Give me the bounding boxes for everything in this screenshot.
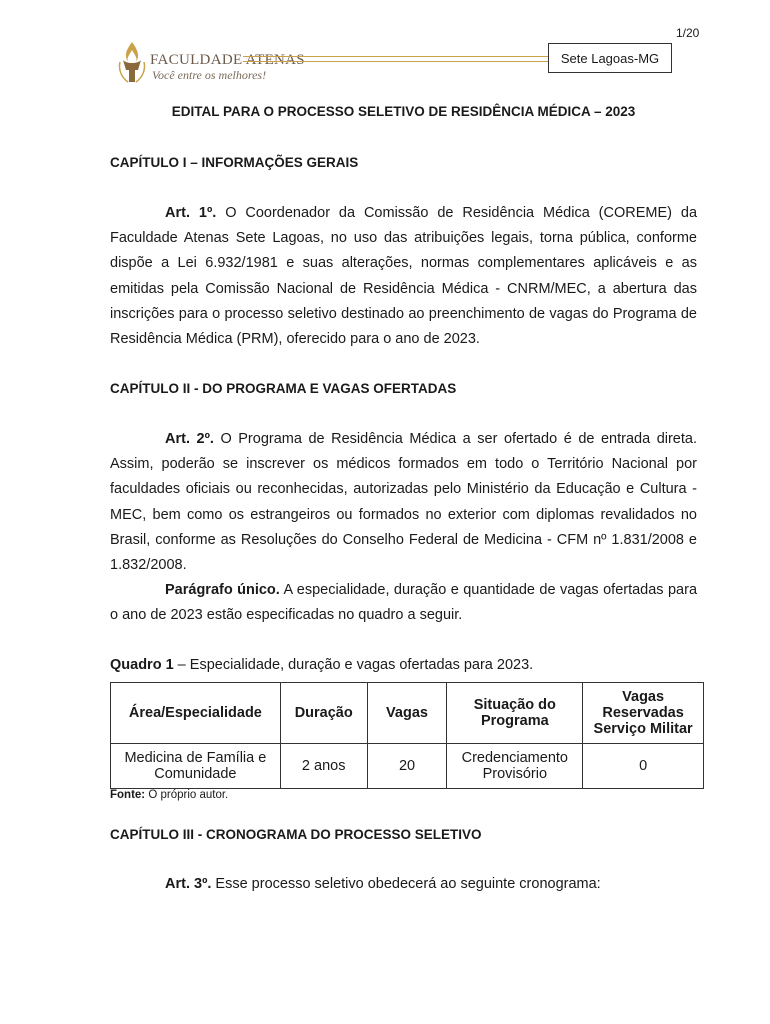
institution-logo	[114, 40, 305, 86]
table-cell-area: Medicina de Família e Comunidade	[111, 744, 281, 789]
header-divider	[243, 56, 548, 62]
table-caption-label: Quadro 1	[110, 657, 174, 673]
chapter-2-heading: CAPÍTULO II - DO PROGRAMA E VAGAS OFERTADAS	[110, 381, 457, 396]
page-number: 1/20	[676, 26, 700, 40]
table-source-text: O próprio autor.	[145, 789, 229, 801]
torch-icon	[114, 40, 150, 86]
table-source-label: Fonte:	[110, 789, 146, 801]
article-2-label: Art. 2º.	[165, 431, 214, 447]
chapter-1-heading: CAPÍTULO I – INFORMAÇÕES GERAIS	[110, 155, 359, 170]
logo-tagline: Você entre os melhores!	[152, 68, 267, 82]
chapter-3-heading: CAPÍTULO III - CRONOGRAMA DO PROCESSO SELETIVO	[110, 827, 482, 842]
table-header-vagas: Vagas	[367, 683, 447, 744]
table-header-area: Área/Especialidade	[111, 683, 281, 744]
location-box: Sete Lagoas-MG	[548, 43, 672, 73]
article-3-text: Esse processo seletivo obedecerá ao seguinte cronograma:	[211, 876, 601, 892]
article-1	[110, 201, 697, 352]
logo-name: FACULDADE ATENAS	[150, 52, 305, 68]
article-1-label: Art. 1º.	[165, 205, 217, 221]
table-header-vagas-militar: Vagas Reservadas Serviço Militar	[583, 683, 704, 744]
table-cell-situacao: Credenciamento Provisório	[447, 744, 583, 789]
table-source	[110, 789, 228, 801]
article-3-label: Art. 3º.	[165, 876, 212, 892]
table-cell-vagas-militar: 0	[583, 744, 704, 789]
table-header-row	[111, 683, 704, 744]
paragrafo-unico	[110, 578, 697, 628]
table-cell-vagas: 20	[367, 744, 447, 789]
table-row	[111, 744, 704, 789]
table-header-duracao: Duração	[280, 683, 367, 744]
paragrafo-unico-text: A especialidade, duração e quantidade de vagas ofertadas para o ano de 2023 estão especificadas no quadro a seguir.	[110, 582, 698, 624]
document-title: EDITAL PARA O PROCESSO SELETIVO DE RESIDÊNCIA MÉDICA – 2023	[171, 104, 636, 119]
vacancies-table	[110, 682, 704, 789]
table-cell-duracao: 2 anos	[280, 744, 367, 789]
paragrafo-unico-label: Parágrafo único.	[165, 582, 280, 598]
article-3	[110, 872, 697, 897]
table-caption	[110, 657, 533, 673]
article-2-text: O Programa de Residência Médica a ser ofertado é de entrada direta. Assim, poderão se inscrever os médicos formados em todo o Território Nacional por faculdades oficiais ou reconhecidas, autorizadas pelo Ministério da Educação e Cultura - MEC, bem como os estrangeiros ou formados no exterior com diplomas revalidados no Brasil, conforme as Resoluções do Conselho Federal de Medicina - CFM nº 1.831/2008 e 1.832/2008.	[110, 431, 697, 574]
article-1-text: O Coordenador da Comissão de Residência Médica (COREME) da Faculdade Atenas Sete Lagoas, no uso das atribuições legais, torna pública, conforme dispõe a Lei 6.932/1981 e suas alterações, normas complementares aplicáveis e as emitidas pela Comissão Nacional de Residência Médica - CNRM/MEC, a abertura das inscrições para o processo seletivo destinado ao preenchimento de vagas do Programa de Residência Médica (PRM), oferecido para o ano de 2023.	[110, 205, 698, 348]
table-caption-text: – Especialidade, duração e vagas ofertadas para 2023.	[173, 657, 534, 673]
table-header-situacao: Situação do Programa	[447, 683, 583, 744]
article-2	[110, 427, 697, 578]
